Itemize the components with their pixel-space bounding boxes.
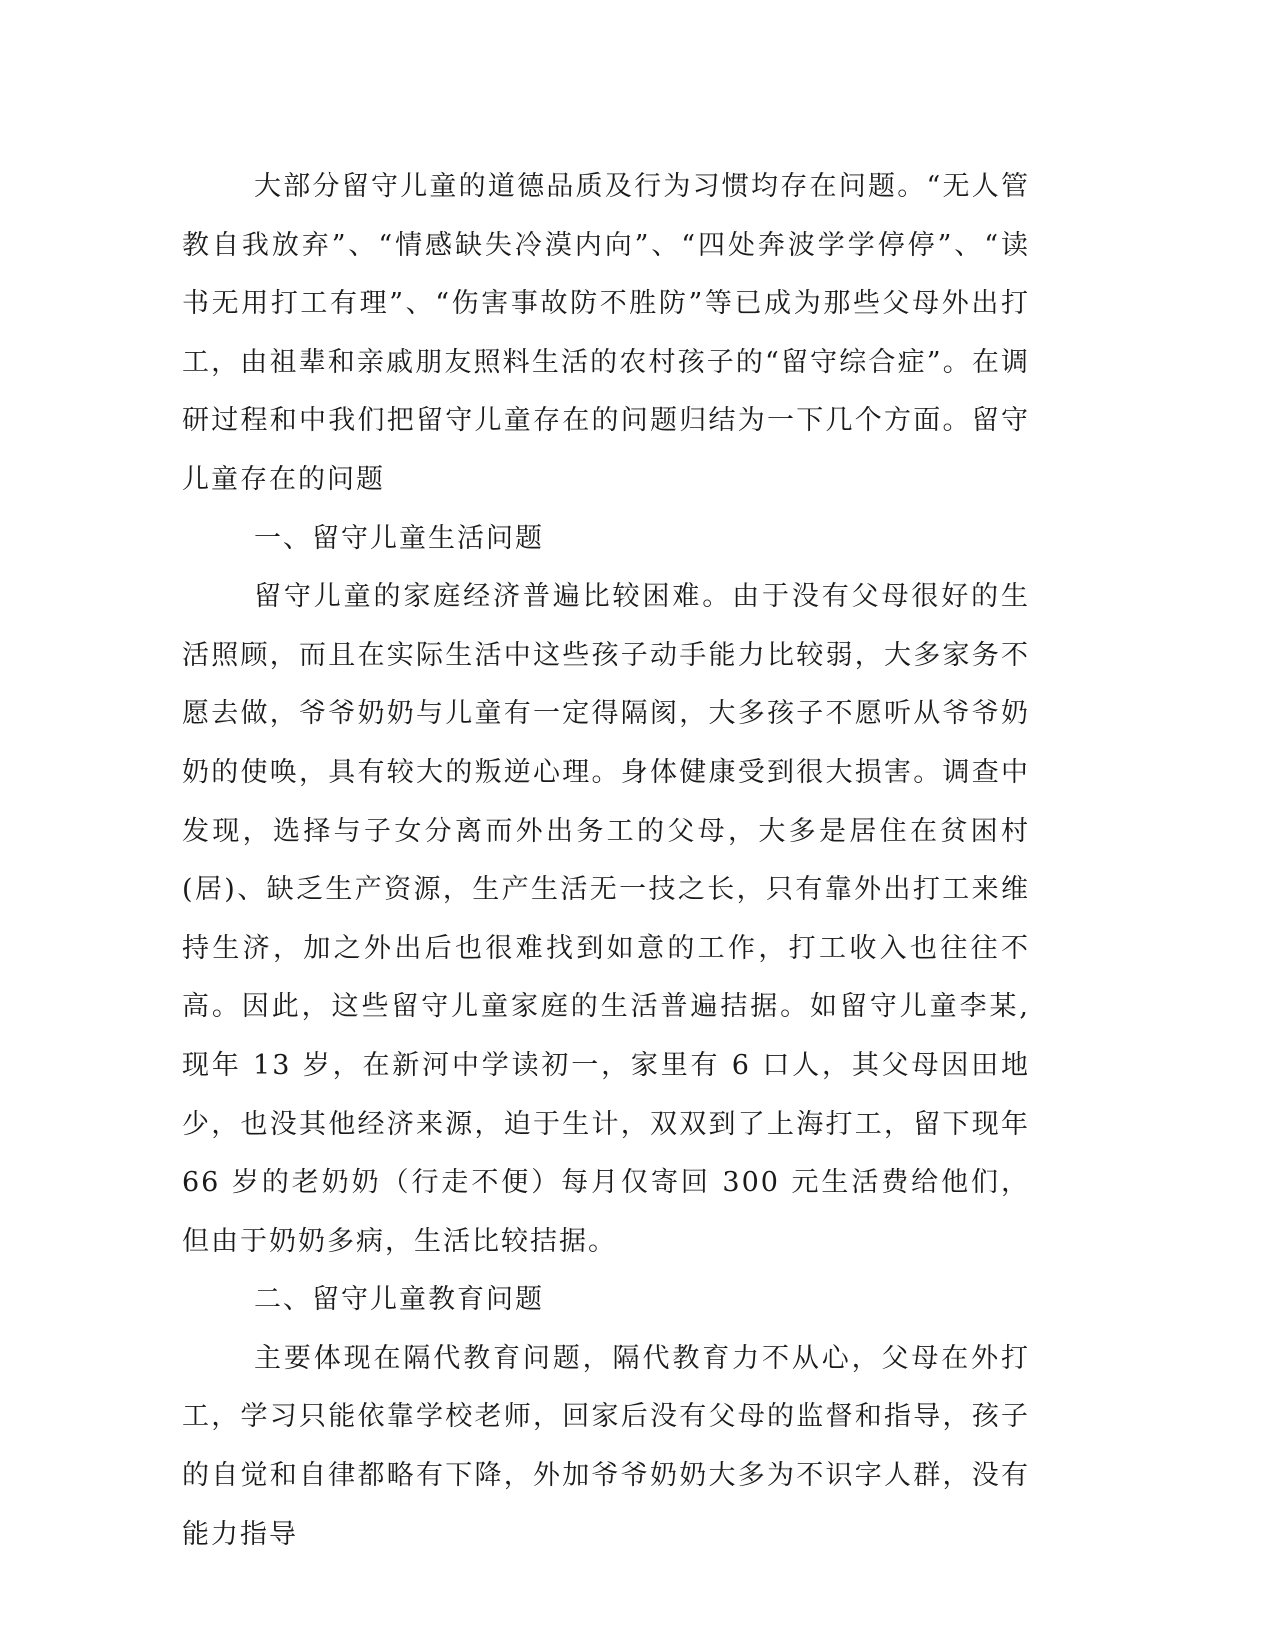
section-heading-education: 二、留守儿童教育问题 (254, 1284, 544, 1316)
document-body (182, 158, 1030, 1564)
paragraph-living: 留守儿童的家庭经济普遍比较困难。由于没有父母很好的生活照顾，而且在实际生活中这些孩子动手能力比较弱，大多家务不愿去做，爷爷奶奶与儿童有一定得隔阂，大多孩子不愿听从爷爷奶奶的使唤，具有较大的叛逆心理。身体健康受到很大损害。调查中发现，选择与子女分离而外出务工的父母，大多是居住在贫困村(居)、缺乏生产资源，生产生活无一技之长，只有靠外出打工来维持生济，加之外出后也很难找到如意的工作，打工收入也往往不高。因此，这些留守儿童家庭的生活普遍拮据。如留守儿童李某,现年 13 岁，在新河中学读初一，家里有 6 口人，其父母因田地少，也没其他经济来源，迫于生计，双双到了上海打工，留下现年 66 岁的老奶奶（行走不便）每月仅寄回 300 元生活费给他们，但由于奶奶多病，生活比较拮据。 (182, 581, 1030, 1257)
paragraph-education: 主要体现在隔代教育问题，隔代教育力不从心，父母在外打工，学习只能依靠学校老师，回家后没有父母的监督和指导，孩子的自觉和自律都略有下降，外加爷爷奶奶大多为不识字人群，没有能力指导 (182, 1342, 1030, 1550)
paragraph-intro: 大部分留守儿童的道德品质及行为习惯均存在问题。“无人管教自我放弃”、“情感缺失冷漠内向”、“四处奔波学学停停”、“读书无用打工有理”、“伤害事故防不胜防”等已成为那些父母外出打工，由祖辈和亲戚朋友照料生活的农村孩子的“留守综合症”。在调研过程和中我们把留守儿童存在的问题归结为一下几个方面。留守儿童存在的问题 (182, 171, 1030, 495)
section-heading-living: 一、留守儿童生活问题 (254, 522, 544, 554)
